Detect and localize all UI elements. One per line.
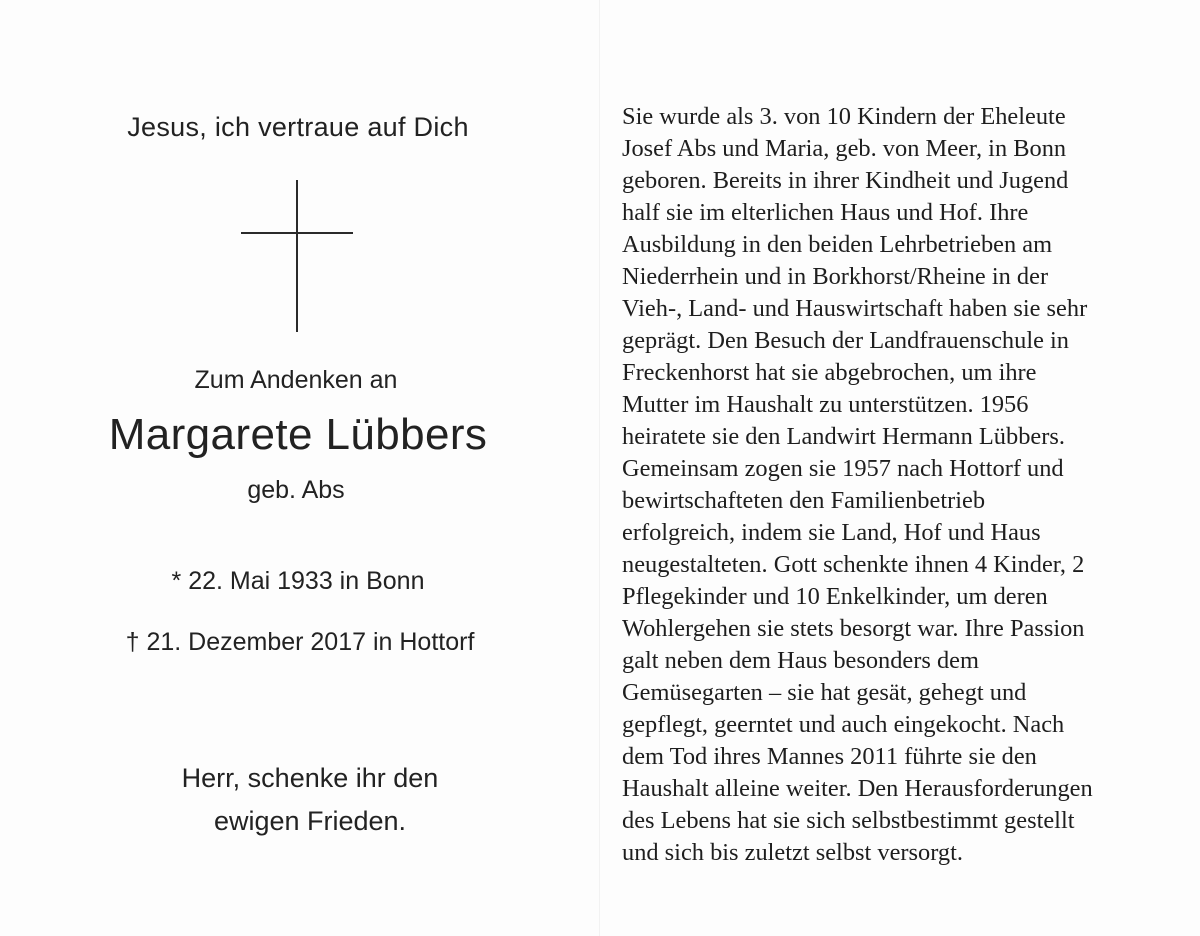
deceased-name: Margarete Lübbers — [108, 410, 488, 459]
biography-line: erfolgreich, indem sie Land, Hof und Haus — [622, 519, 1041, 546]
biography-text — [622, 101, 1192, 869]
biography-line: Mutter im Haushalt zu unterstützen. 1956 — [622, 391, 1029, 418]
biography-line: neugestalteten. Gott schenkte ihnen 4 Kinder, 2 — [622, 551, 1085, 578]
biography-line: geprägt. Den Besuch der Landfrauenschule in — [622, 327, 1069, 354]
biography-line: und sich bis zuletzt selbst versorgt. — [622, 839, 963, 866]
biography-line: heiratete sie den Landwirt Hermann Lübbers. — [622, 423, 1065, 450]
biography-line: Josef Abs und Maria, geb. von Meer, in Bonn — [622, 135, 1067, 162]
biography-line: Freckenhorst hat sie abgebrochen, um ihre — [622, 359, 1037, 386]
prayer-line-1: Herr, schenke ihr den — [181, 763, 439, 793]
biography-line: bewirtschafteten den Familienbetrieb — [622, 487, 986, 514]
closing-prayer — [0, 757, 620, 843]
biography-line: dem Tod ihres Mannes 2011 führte sie den — [622, 743, 1037, 770]
biography-line: Wohlergehen sie stets besorgt war. Ihre Passion — [622, 615, 1085, 642]
back-panel — [600, 0, 1200, 936]
biography-line: galt neben dem Haus besonders dem — [622, 647, 979, 674]
prayer-line-2: ewigen Frieden. — [213, 806, 407, 836]
biography-line: Pflegekinder und 10 Enkelkinder, um deren — [622, 583, 1048, 610]
biography-line: Gemüsegarten – sie hat gesät, gehegt und — [622, 679, 1027, 706]
biography-line: des Lebens hat sie sich selbstbestimmt gestellt — [622, 807, 1075, 834]
biography-line: half sie im elterlichen Haus und Hof. Ihre — [622, 199, 1029, 226]
biography-line: Gemeinsam zogen sie 1957 nach Hottorf und — [622, 455, 1064, 482]
remembrance-text: Zum Andenken an — [194, 366, 398, 394]
cross-icon — [241, 180, 353, 332]
biography-line: Niederrhein und in Borkhorst/Rheine in der — [622, 263, 1049, 290]
biography-line: geboren. Bereits in ihrer Kindheit und Jugend — [622, 167, 1069, 194]
death-date: † 21. Dezember 2017 in Hottorf — [125, 628, 475, 656]
biography-line: Sie wurde als 3. von 10 Kindern der Eheleute — [622, 103, 1066, 130]
biography-line: gepflegt, geerntet und auch eingekocht. Nach — [622, 711, 1065, 738]
motto-heading: Jesus, ich vertraue auf Dich — [127, 112, 469, 142]
biography-line: Vieh-, Land- und Hauswirtschaft haben sie sehr — [622, 295, 1088, 322]
maiden-name: geb. Abs — [247, 476, 345, 504]
birth-date: * 22. Mai 1933 in Bonn — [171, 567, 425, 595]
cross-horizontal-bar — [241, 232, 353, 234]
biography-line: Haushalt alleine weiter. Den Herausforderungen — [622, 775, 1093, 802]
biography-line: Ausbildung in den beiden Lehrbetrieben am — [622, 231, 1053, 258]
cross-vertical-bar — [296, 180, 298, 332]
